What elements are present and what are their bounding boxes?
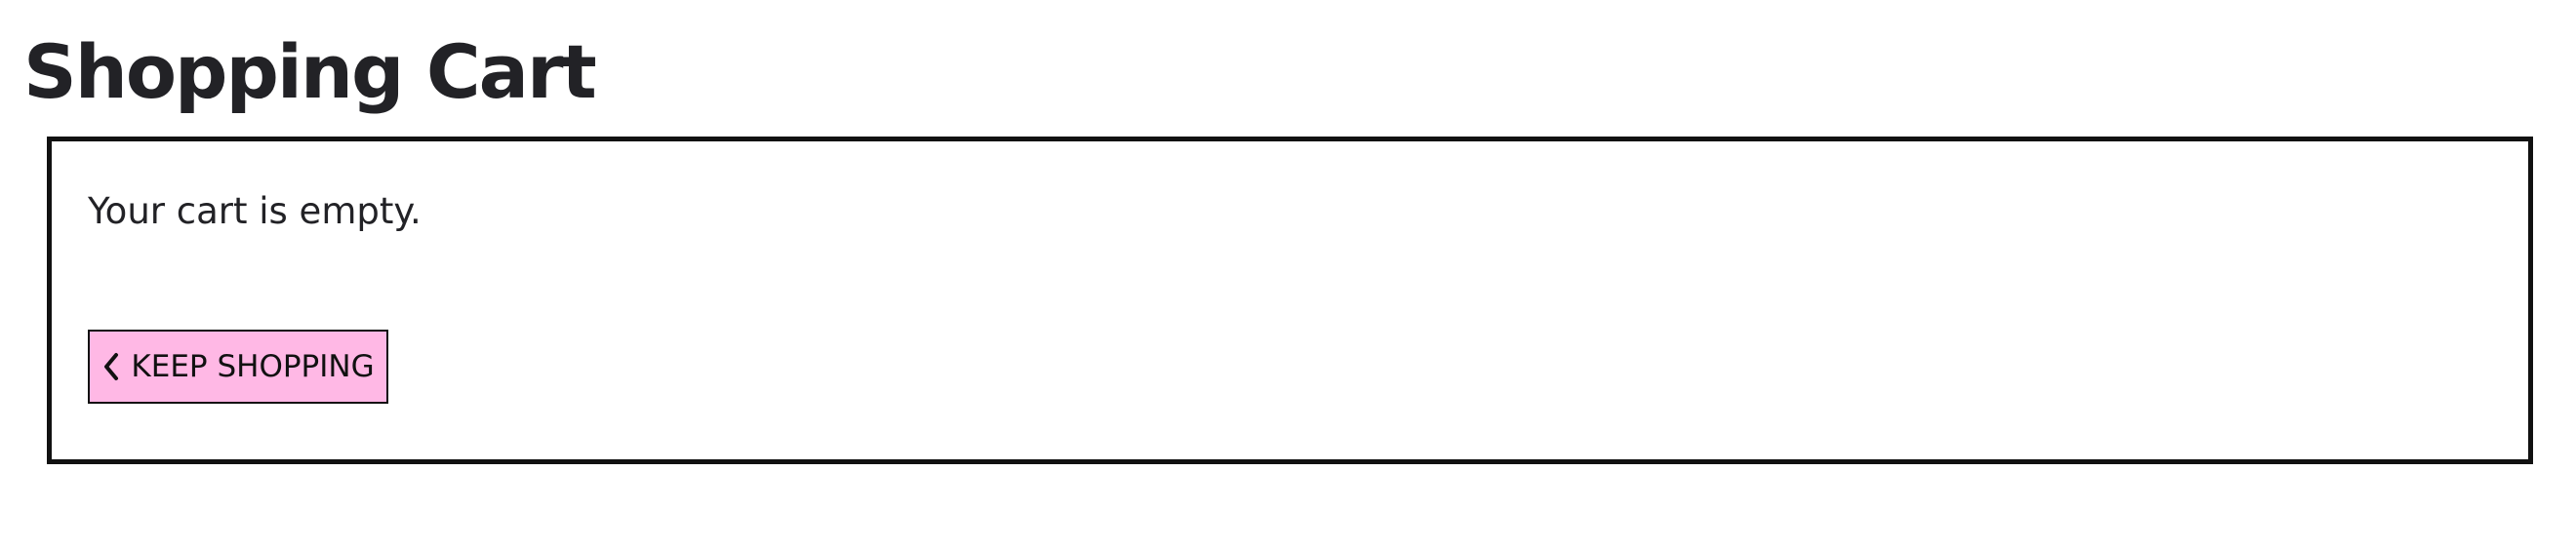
- keep-shopping-button[interactable]: [88, 330, 388, 404]
- page-title: Shopping Cart: [23, 28, 595, 115]
- cart-panel: [47, 137, 2533, 464]
- empty-cart-message: Your cart is empty.: [88, 190, 422, 232]
- keep-shopping-label: KEEP SHOPPING: [131, 349, 375, 384]
- chevron-left-icon: [101, 350, 121, 383]
